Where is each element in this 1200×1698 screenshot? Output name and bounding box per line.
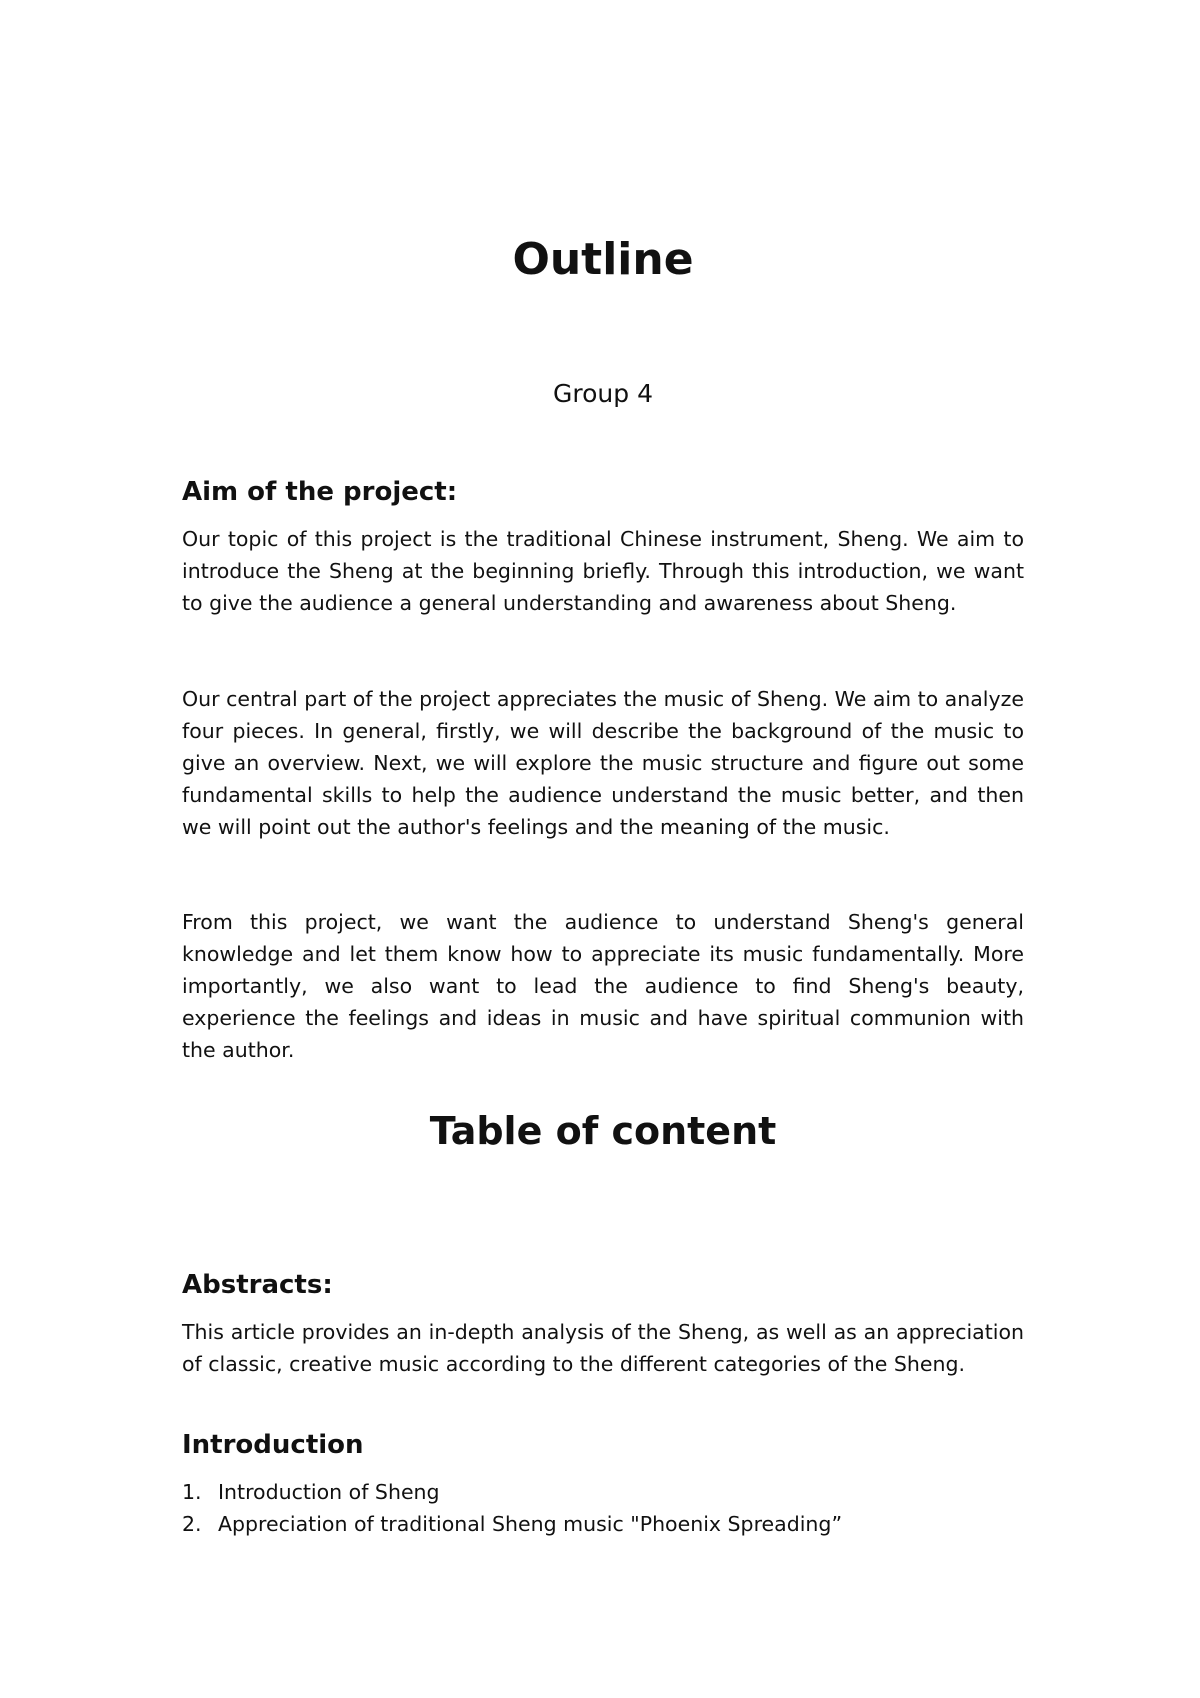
list-item-text: Introduction of Sheng: [218, 1480, 440, 1504]
abstracts-heading: Abstracts:: [182, 1270, 333, 1300]
list-item: [182, 1508, 1024, 1540]
introduction-list: [182, 1476, 1024, 1540]
toc-title: Table of content: [429, 1109, 777, 1153]
aim-heading: Aim of the project:: [182, 477, 458, 507]
introduction-heading: Introduction: [182, 1430, 364, 1460]
list-item: [182, 1476, 1024, 1508]
aim-paragraph-3: From this project, we want the audience to understand Sheng's general knowledge and let them know how to appreciate its music fundamentally. More importantly, we also want to lead the audience to find Sheng's beauty, experience the feelings and ideas in music and have spiritual communion with the author.: [182, 910, 1024, 1062]
abstracts-text: This article provides an in-depth analysis of the Sheng, as well as an appreciation of classic, creative music according to the different categories of the Sheng.: [182, 1320, 1024, 1376]
list-item-text: Appreciation of traditional Sheng music "Phoenix Spreading”: [218, 1512, 843, 1536]
document-title: Outline: [512, 234, 694, 285]
group-label: Group 4: [553, 379, 653, 408]
list-item-number: 2.: [182, 1512, 202, 1536]
aim-paragraph-1: Our topic of this project is the traditional Chinese instrument, Sheng. We aim to introduce the Sheng at the beginning briefly. Through this introduction, we want to give the audience a general understanding and awareness about Sheng.: [182, 527, 1024, 615]
list-item-number: 1.: [182, 1480, 202, 1504]
aim-paragraph-2: Our central part of the project appreciates the music of Sheng. We aim to analyze four pieces. In general, firstly, we will describe the background of the music to give an overview. Next, we will explore the music structure and figure out some fundamental skills to help the audience understand the music better, and then we will point out the author's feelings and the meaning of the music.: [182, 687, 1024, 839]
